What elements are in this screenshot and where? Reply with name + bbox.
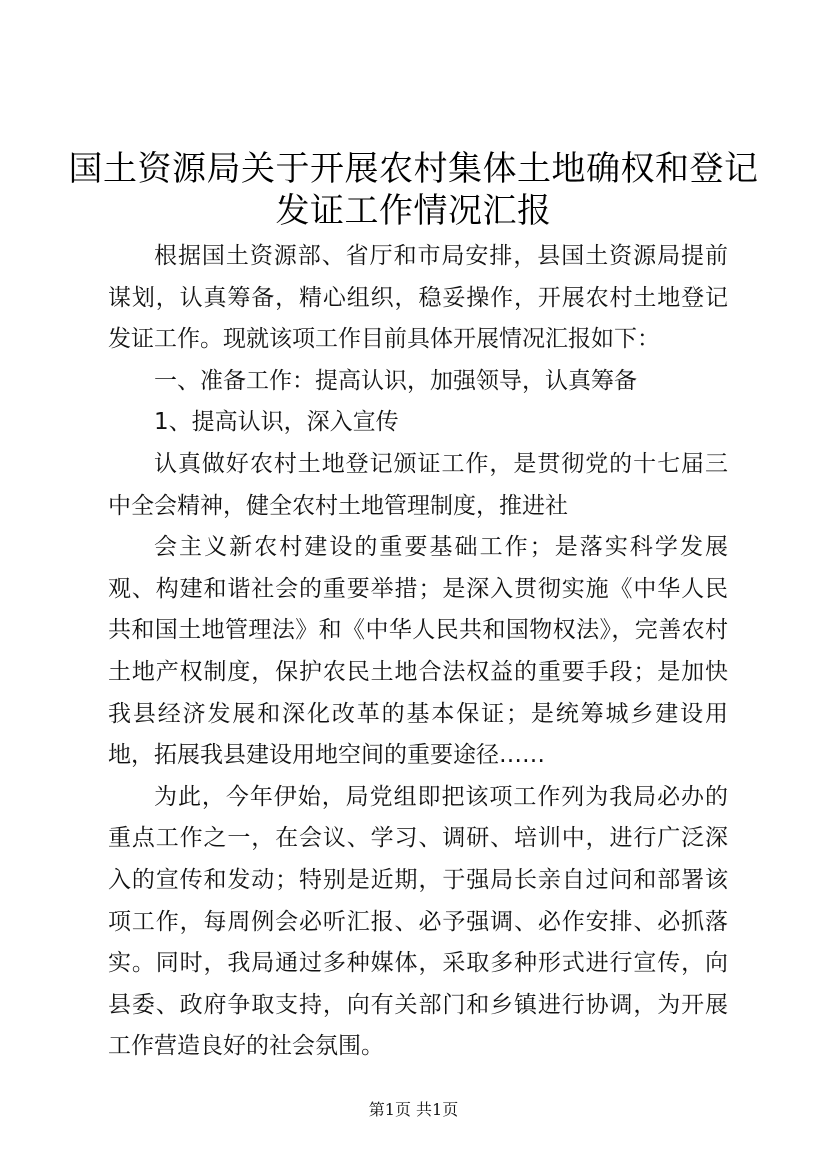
paragraph-intro: 根据国土资源部、省厅和市局安排，县国土资源局提前谋划，认真筹备，精心组织，稳妥操作，开展农村土地登记发证工作。现就该项工作目前具体开展情况汇报如下： xyxy=(108,243,728,353)
paragraph-significance-continued: 会主义新农村建设的重要基础工作；是落实科学发展观、构建和谐社会的重要举措；是深入贯彻实施《中华人民共和国土地管理法》和《中华人民共和国物权法》，完善农村土地产权制度，保护农民土地合法权益的重要手段；是加快我县经济发展和深化改革的基本保证；是统筹城乡建设用地，拓展我县建设用地空间的重要途径…… xyxy=(108,534,728,769)
document-title-line-2: 发证工作情况汇报 xyxy=(275,191,552,231)
paragraph-significance: 认真做好农村土地登记颁证工作，是贯彻党的十七届三中全会精神，健全农村土地管理制度，推进社 xyxy=(108,450,728,519)
paragraph-publicity: 为此，今年伊始，局党组即把该项工作列为我局必办的重点工作之一，在会议、学习、调研、培训中，进行广泛深入的宣传和发动；特别是近期，于强局长亲自过问和部署该项工作，每周例会必听汇报、必予强调、必作安排、必抓落实。同时，我局通过多种媒体，采取多种形式进行宣传，向县委、政府争取支持，向有关部门和乡镇进行协调，为开展工作营造良好的社会氛围。 xyxy=(108,783,728,1060)
document-title-line-1: 国土资源局关于开展农村集体土地确权和登记 xyxy=(68,149,759,189)
page-footer: 第1页 共1页 xyxy=(368,1100,459,1119)
subsection-heading-awareness: 1、提高认识，深入宣传 xyxy=(154,409,399,436)
section-heading-preparation: 一、准备工作：提高认识，加强领导，认真筹备 xyxy=(154,367,637,394)
document-body xyxy=(108,236,728,1068)
